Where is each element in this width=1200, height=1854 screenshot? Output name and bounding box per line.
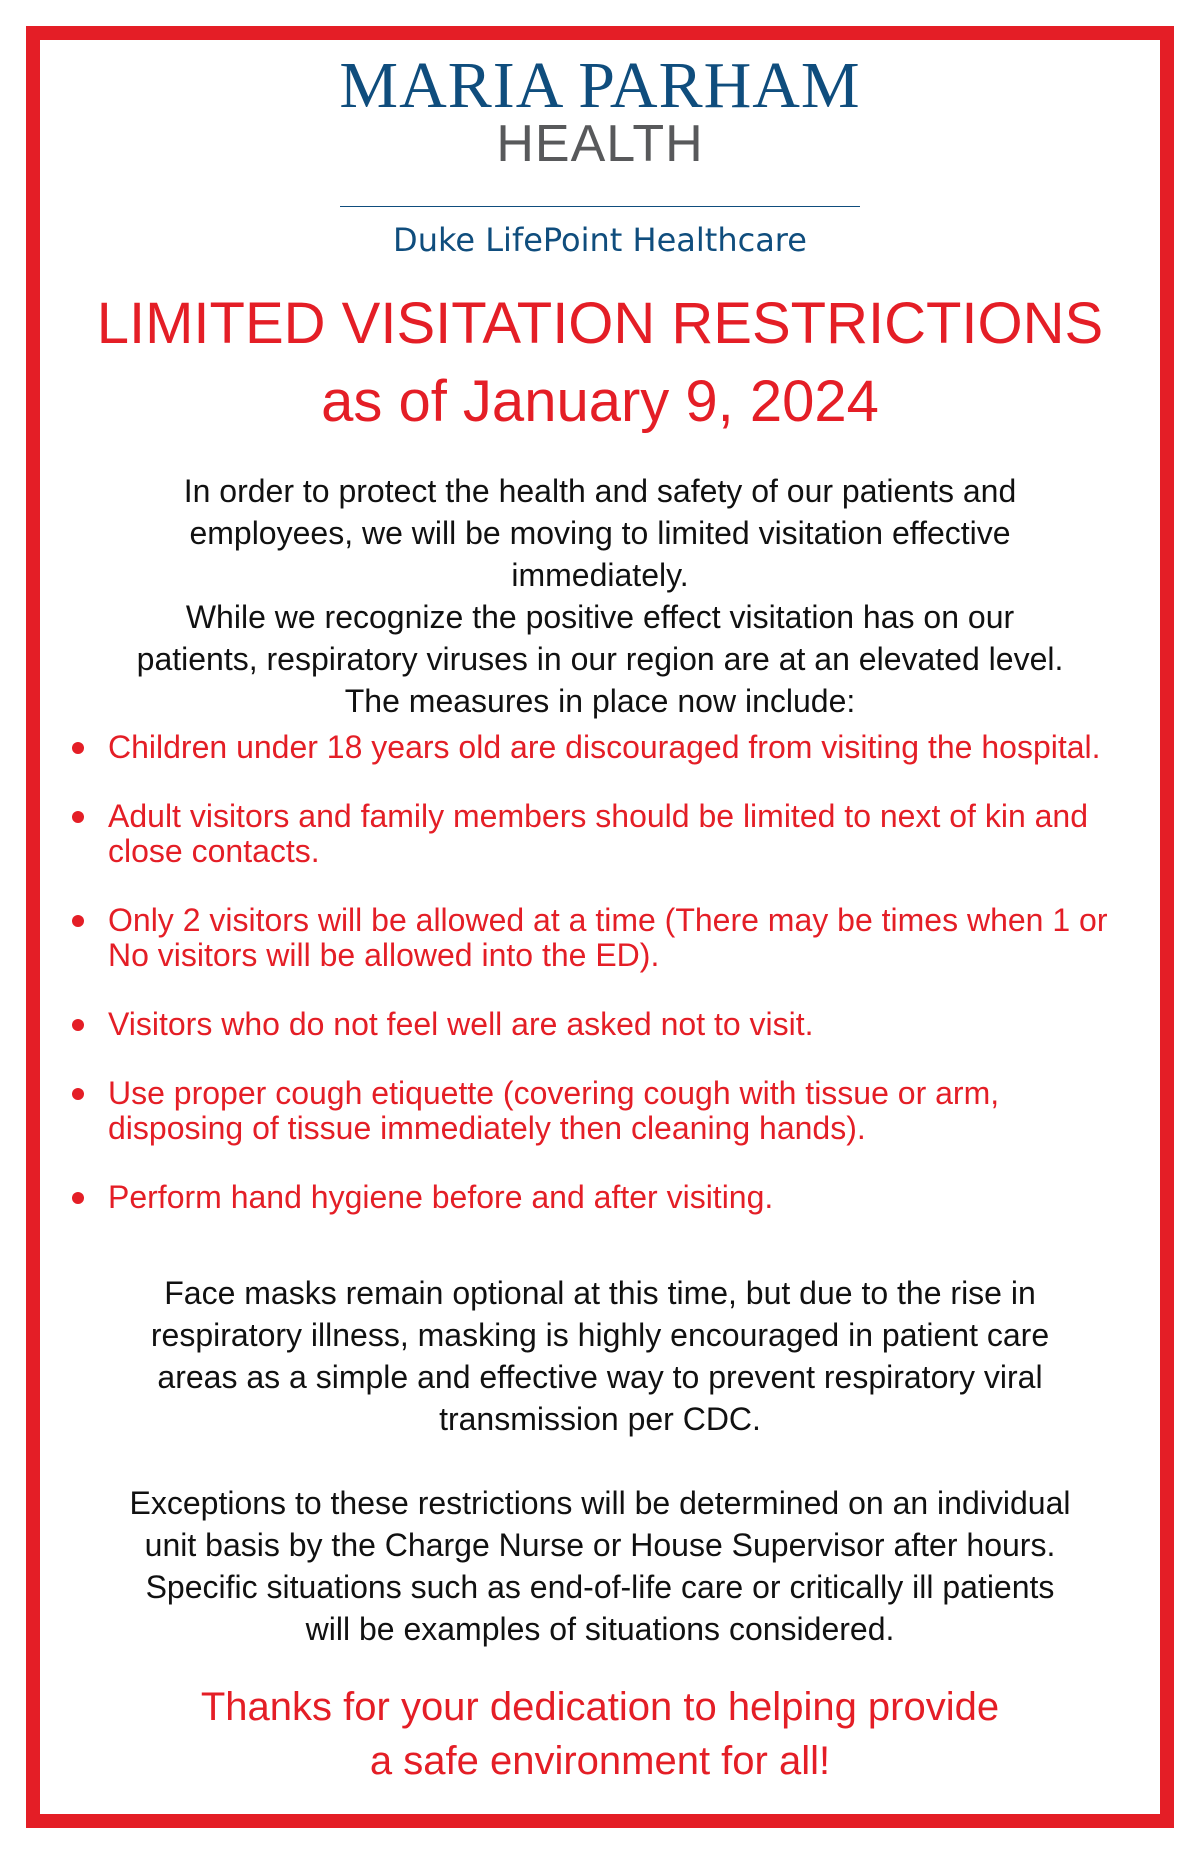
intro-paragraph <box>60 470 1140 722</box>
page-title: LIMITED VISITATION RESTRICTIONS <box>96 291 1104 356</box>
measures-list <box>70 730 1130 1215</box>
intro-line: While we recognize the positive effect visitation has on our <box>185 599 1015 635</box>
measure-text: Children under 18 years old are discouraged from visiting the hospital. <box>108 729 1101 765</box>
logo-affiliation: Duke LifePoint Healthcare <box>393 221 807 259</box>
intro-line: In order to protect the health and safety of our patients and <box>183 473 1017 509</box>
page-title-date: as of January 9, 2024 <box>321 369 879 434</box>
masks-line: Face masks remain optional at this time, but due to the rise in <box>164 1275 1036 1311</box>
measure-text: Perform hand hygiene before and after visiting. <box>108 1179 774 1215</box>
masks-paragraph <box>60 1272 1140 1440</box>
intro-line: employees, we will be moving to limited visitation effective <box>189 515 1011 551</box>
logo-divider <box>340 206 860 207</box>
logo-health: HEALTH <box>496 115 704 173</box>
logo-name: MARIA PARHAM <box>339 49 861 122</box>
closing-line: Thanks for your dedication to helping provide <box>200 1685 1000 1729</box>
intro-line: The measures in place now include: <box>344 683 856 719</box>
masks-line: areas as a simple and effective way to prevent respiratory viral <box>157 1359 1043 1395</box>
measure-item <box>70 799 1130 869</box>
masks-line: respiratory illness, masking is highly encouraged in patient care <box>150 1317 1050 1353</box>
bullet-icon <box>72 1019 84 1031</box>
exceptions-paragraph <box>60 1482 1140 1650</box>
exceptions-line: will be examples of situations considered. <box>305 1611 895 1647</box>
measure-text: Only 2 visitors will be allowed at a time (There may be times when 1 or No visitors will be allowed into the ED). <box>108 902 1108 973</box>
closing-line: a safe environment for all! <box>369 1739 831 1783</box>
measure-text: Visitors who do not feel well are asked not to visit. <box>108 1006 814 1042</box>
exceptions-line: Specific situations such as end-of-life care or critically ill patients <box>145 1569 1055 1605</box>
intro-line: immediately. <box>511 557 689 593</box>
bullet-icon <box>72 1192 84 1204</box>
intro-line: patients, respiratory viruses in our region are at an elevated level. <box>136 641 1064 677</box>
bullet-icon <box>72 1088 84 1100</box>
measure-item <box>70 903 1130 973</box>
measure-item <box>70 730 1130 765</box>
bullet-icon <box>72 742 84 754</box>
measure-text: Adult visitors and family members should be limited to next of kin and close contacts. <box>108 798 1089 869</box>
exceptions-line: unit basis by the Charge Nurse or House Supervisor after hours. <box>144 1527 1056 1563</box>
measure-item <box>70 1007 1130 1042</box>
exceptions-line: Exceptions to these restrictions will be determined on an individual <box>129 1485 1071 1521</box>
measure-text: Use proper cough etiquette (covering cough with tissue or arm, disposing of tissue immediately then cleaning hands). <box>108 1075 1000 1146</box>
bullet-icon <box>72 811 84 823</box>
closing-message <box>0 1680 1200 1788</box>
measure-item <box>70 1076 1130 1146</box>
measure-item <box>70 1180 1130 1215</box>
masks-line: transmission per CDC. <box>439 1401 761 1437</box>
bullet-icon <box>72 915 84 927</box>
